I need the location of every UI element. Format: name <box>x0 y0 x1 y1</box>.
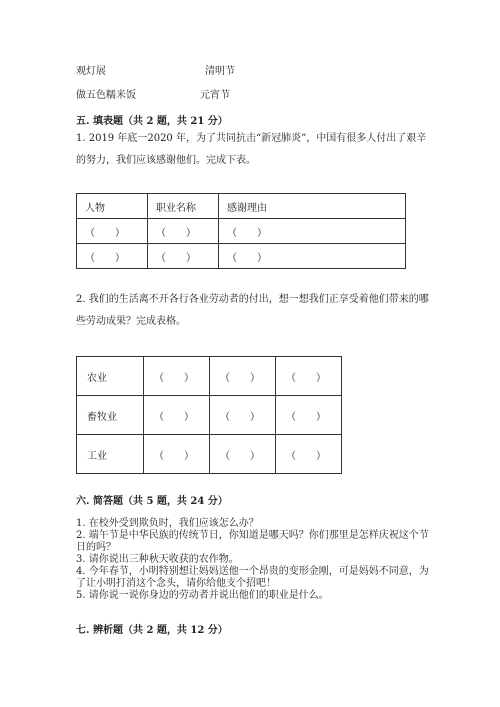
match-right-2: 元宵节 <box>200 90 230 101</box>
question-6-4: 4. 今年春节，小明特别想让妈妈送他一个昂贵的变形金刚，可是妈妈不同意，为了让小明打消这个念头，请你给他支个招吧！ <box>76 566 429 589</box>
section5-title: 五. 填表题（共 2 题，共 21 分） <box>76 116 228 127</box>
header-reason: 感谢理由 <box>219 194 406 219</box>
match-left-1: 观灯展 <box>76 66 106 77</box>
table-cell[interactable]: （ ） <box>276 435 342 474</box>
table-cell[interactable]: （ ） <box>144 435 210 474</box>
table-cell[interactable]: （ ） <box>77 219 148 244</box>
question-5-1: 1. 2019 年底一2020 年，为了共同抗击“新冠肺炎”，中国有很多人付出了艰辛的努力，我们应该感谢他们。完成下表。 <box>76 133 427 166</box>
section7-title: 七. 辨析题（共 2 题，共 12 分） <box>76 625 228 636</box>
match-left-2: 做五色糯米饭 <box>76 90 136 101</box>
table-cell[interactable]: （ ） <box>210 396 276 435</box>
row-label-agriculture: 农业 <box>77 357 144 396</box>
table-cell[interactable]: （ ） <box>148 219 219 244</box>
question-6-3: 3. 请你说出三种秋天收获的农作物。 <box>76 554 239 565</box>
table-cell[interactable]: （ ） <box>210 357 276 396</box>
row-label-animal-husbandry: 畜牧业 <box>77 396 144 435</box>
match-right-1: 清明节 <box>205 66 235 77</box>
table-cell[interactable]: （ ） <box>77 244 148 269</box>
labor-table <box>76 356 342 474</box>
section6-title: 六. 简答题（共 5 题，共 24 分） <box>76 496 228 507</box>
table-cell[interactable]: （ ） <box>219 244 406 269</box>
table-cell[interactable]: （ ） <box>219 219 406 244</box>
question-5-2: 2. 我们的生活离不开各行各业劳动者的付出，想一想我们正享受着他们带来的哪些劳动成果？完成表格。 <box>76 294 429 327</box>
table-cell[interactable]: （ ） <box>144 357 210 396</box>
header-person: 人物 <box>77 194 148 219</box>
table-cell[interactable]: （ ） <box>210 435 276 474</box>
question-6-5: 5. 请你说一说你身边的劳动者并说出他们的职业是什么。 <box>76 590 329 601</box>
table-cell[interactable]: （ ） <box>276 357 342 396</box>
question-6-1: 1. 在校外受到欺负时，我们应该怎么办？ <box>76 518 259 529</box>
header-job: 职业名称 <box>148 194 219 219</box>
thanks-table <box>76 193 406 269</box>
question-6-2: 2. 端午节是中华民族的传统节日，你知道是哪天吗？你们那里是怎样庆祝这个节日的吗？ <box>76 530 429 553</box>
row-label-industry: 工业 <box>77 435 144 474</box>
table-cell[interactable]: （ ） <box>148 244 219 269</box>
table-cell[interactable]: （ ） <box>276 396 342 435</box>
table-cell[interactable]: （ ） <box>144 396 210 435</box>
